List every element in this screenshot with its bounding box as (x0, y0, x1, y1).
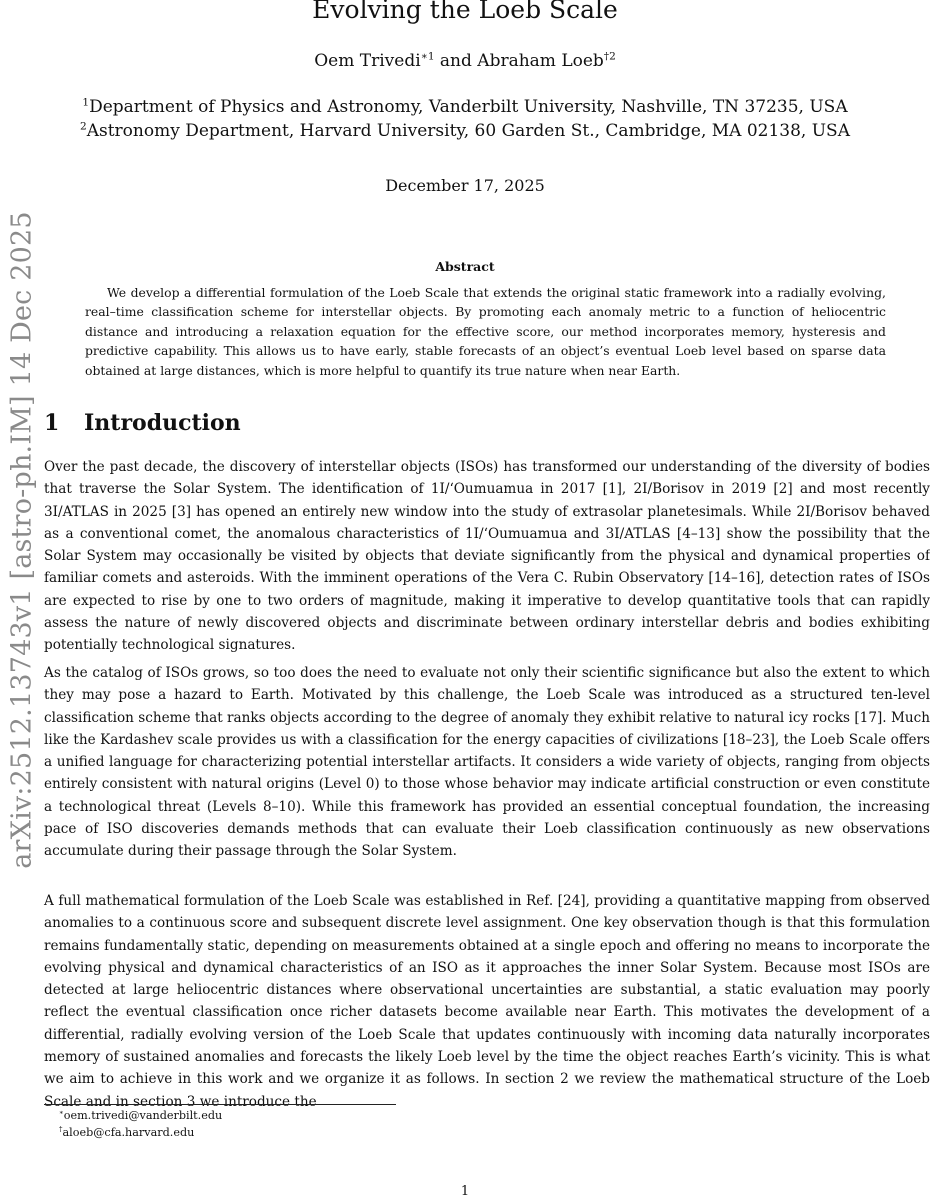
page-number: 1 (460, 1184, 470, 1199)
affiliation (0, 95, 930, 119)
author-name: Abraham Loeb (477, 51, 604, 71)
paper-date: December 17, 2025 (385, 176, 545, 195)
abstract-heading: Abstract (435, 259, 495, 274)
body-paragraph: A full mathematical formulation of the Loeb Scale was established in Ref. [24], providing a quantitative mapping from observed anomalies to a continuous score and subsequent discrete level assignment. One key observation though is that this formulation remains fundamentally static, depending on measurements obtained at a single epoch and offering no means to incorporate the evolving physical and dynamical characteristics of an ISO as it approaches the inner Solar System. Because most ISOs are detected at large heliocentric distances where observational uncertainties are substantial, a static evaluation may poorly reflect the eventual classification once richer datasets become available near Earth. This motivates the development of a differential, radially evolving version of the Loeb Scale that updates continuously with incoming data naturally incorporates memory of sustained anomalies and forecasts the likely Loeb level by the time the object reaches Earth’s vicinity. This is what we aim to achieve in this work and we organize it as follows. In section 2 we review the mathematical structure of the Loeb Scale and in section 3 we introduce the (44, 893, 930, 1110)
footnote (59, 1108, 222, 1124)
author-mark: ∗1 (420, 50, 435, 63)
body-paragraph: Over the past decade, the discovery of interstellar objects (ISOs) has transformed our understanding of the diversity of bodies that traverse the Solar System. The identification of 1I/‘Oumuamua in 2017 [1], 2I/Borisov in 2019 [2] and most recently 3I/ATLAS in 2025 [3] has opened an entirely new window into the study of extrasolar planetesimals. While 2I/Borisov behaved as a conventional comet, the anomalous characteristics of 1I/‘Oumuamua and 3I/ATLAS [4–13] show the possibility that the Solar System may occasionally be visited by objects that deviate significantly from the physical and dynamical properties of familiar comets and asteroids. With the imminent operations of the Vera C. Rubin Observatory [14–16], detection rates of ISOs are expected to rise by one to two orders of magnitude, making it imperative to develop quantitative tools that can rapidly assess the nature of newly discovered objects and discriminate between ordinary interstellar debris and bodies exhibiting potentially technological signatures. (44, 459, 930, 654)
author-joiner: and (434, 51, 478, 71)
footnote-email[interactable]: aloeb@cfa.harvard.edu (62, 1126, 195, 1139)
paper-title: Evolving the Loeb Scale (312, 0, 618, 24)
affiliation-text: Astronomy Department, Harvard University, 60 Garden St., Cambridge, MA 02138, USA (86, 121, 850, 141)
author-name: Oem Trivedi (314, 51, 421, 71)
footnote-rule (44, 1104, 396, 1105)
affiliation-mark: 2 (80, 120, 87, 133)
section-number: 1 (44, 410, 60, 436)
arxiv-identifier: arXiv:2512.13743v1 [astro-ph.IM] 14 Dec 2025 (6, 211, 38, 869)
affiliation (0, 119, 930, 143)
abstract-text: We develop a differential formulation of the Loeb Scale that extends the original static framework into a radially evolving, real–time classification scheme for interstellar objects. By promoting each anomaly metric to a function of heliocentric distance and introducing a relaxation equation for the effective score, our method incorporates memory, hysteresis and predictive capability. This allows us to have early, stable forecasts of an object’s eventual Loeb level based on sparse data obtained at large distances, which is more helpful to quantify its true nature when near Earth. (85, 285, 886, 378)
author-list (0, 50, 930, 72)
body-paragraph: As the catalog of ISOs grows, so too does the need to evaluate not only their scientific significance but also the extent to which they may pose a hazard to Earth. Motivated by this challenge, the Loeb Scale was introduced as a structured ten-level classification scheme that ranks objects according to the degree of anomaly they exhibit relative to natural icy rocks [17]. Much like the Kardashev scale provides us with a classification for the energy capacities of civilizations [18–23], the Loeb Scale offers a unified language for characterizing potential interstellar artifacts. It considers a wide variety of objects, ranging from objects entirely consistent with natural origins (Level 0) to those whose behavior may indicate artificial construction or even constitute a technological threat (Levels 8–10). While this framework has provided an essential conceptual foundation, the increasing pace of ISO discoveries demands methods that can evaluate their Loeb classification continuously as new observations accumulate during their passage through the Solar System. (44, 665, 930, 860)
footnote (59, 1125, 194, 1141)
section-heading (44, 406, 241, 440)
author-mark: †2 (603, 50, 616, 63)
section-title: Introduction (84, 410, 241, 436)
footnote-email[interactable]: oem.trivedi@vanderbilt.edu (63, 1109, 223, 1122)
arxiv-sidebar (0, 190, 44, 890)
footnote-mark: † (59, 1125, 63, 1134)
footnote-mark: ∗ (59, 1108, 64, 1117)
affiliation-mark: 1 (82, 96, 90, 109)
affiliation-text: Department of Physics and Astronomy, Vanderbilt University, Nashville, TN 37235, USA (89, 97, 848, 117)
